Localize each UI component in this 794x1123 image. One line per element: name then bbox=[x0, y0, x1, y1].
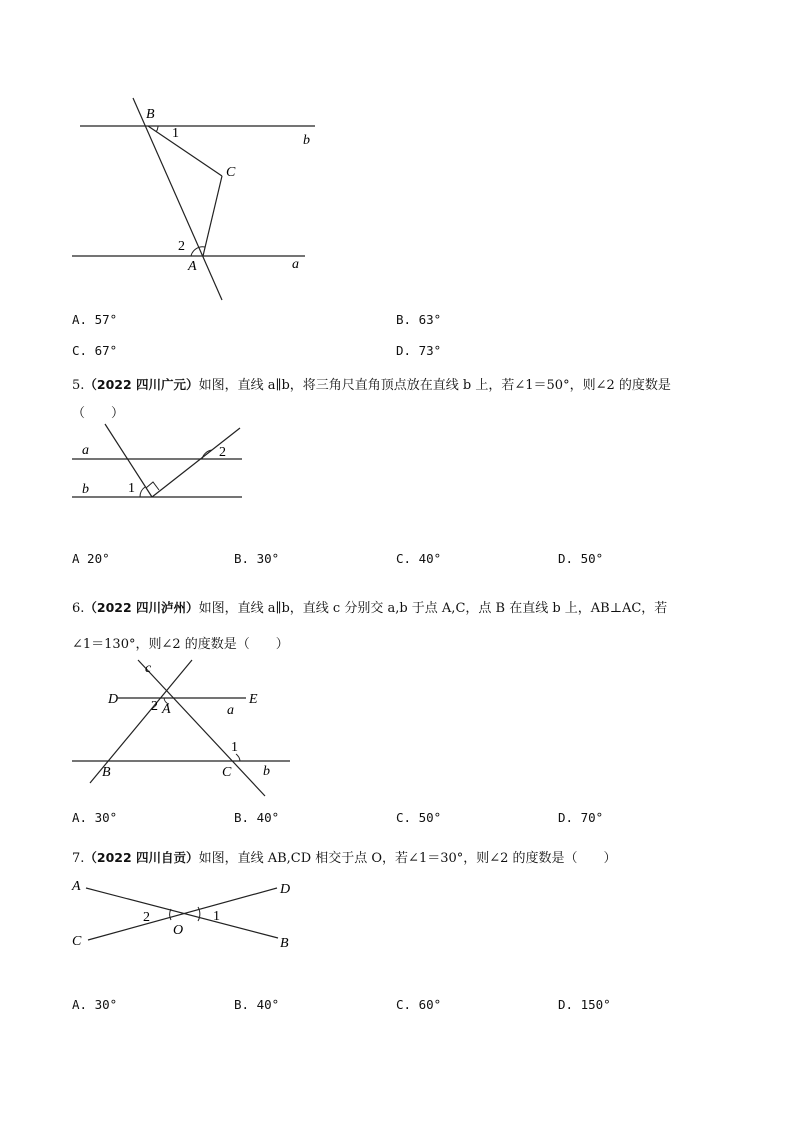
q4-label-1: 1 bbox=[172, 126, 179, 141]
q4-label-C: C bbox=[226, 165, 236, 180]
q7-option-d[interactable]: D. 150° bbox=[558, 997, 611, 1012]
q6-number: 6. bbox=[72, 601, 85, 616]
q6-label-E: E bbox=[249, 692, 258, 707]
q6-label-B: B bbox=[102, 765, 111, 780]
q5-number: 5. bbox=[72, 378, 85, 393]
q6-option-c[interactable]: C. 50° bbox=[396, 810, 442, 825]
q6-angle-1-arc bbox=[236, 754, 240, 761]
q7-source: （2022 四川自贡） bbox=[84, 850, 199, 865]
q5-text: 如图，直线 a∥b，将三角尺直角顶点放在直线 b 上，若∠1＝50°，则∠2 的度数是 bbox=[198, 378, 671, 393]
q6-label-A: A bbox=[162, 702, 171, 717]
q5-label-1: 1 bbox=[128, 481, 135, 496]
q7-option-c[interactable]: C. 60° bbox=[396, 997, 442, 1012]
q6-option-b[interactable]: B. 40° bbox=[234, 810, 280, 825]
q6-label-b: b bbox=[263, 764, 270, 779]
q5-stem bbox=[72, 374, 671, 393]
q7-number: 7. bbox=[72, 851, 85, 866]
q4-label-a: a bbox=[292, 257, 299, 272]
q4-segment-ca bbox=[203, 176, 222, 256]
q6-label-a: a bbox=[227, 703, 234, 718]
q7-label-C: C bbox=[72, 934, 82, 949]
q7-stem bbox=[72, 847, 617, 866]
q4-option-c[interactable]: C. 67° bbox=[72, 343, 118, 358]
q4-option-d[interactable]: D. 73° bbox=[396, 343, 442, 358]
q6-text-1: 如图，直线 a∥b，直线 c 分别交 a,b 于点 A,C，点 B 在直线 b 上，AB⊥AC，若 bbox=[198, 601, 668, 616]
q5-option-b[interactable]: B. 30° bbox=[234, 551, 280, 566]
q7-label-1: 1 bbox=[213, 909, 220, 924]
q6-option-a[interactable]: A. 30° bbox=[72, 810, 118, 825]
q6-label-C: C bbox=[222, 765, 232, 780]
q4-label-2: 2 bbox=[178, 239, 185, 254]
q6-label-D: D bbox=[108, 692, 119, 707]
q5-label-a: a bbox=[82, 443, 89, 458]
q5-figure bbox=[60, 420, 260, 510]
q7-label-B: B bbox=[280, 936, 289, 951]
q6-source: （2022 四川泸州） bbox=[84, 600, 199, 615]
q4-label-b: b bbox=[303, 133, 310, 148]
q6-line-c bbox=[138, 660, 265, 796]
q4-option-a[interactable]: A. 57° bbox=[72, 312, 118, 327]
q7-label-O: O bbox=[173, 923, 184, 938]
q7-option-a[interactable]: A. 30° bbox=[72, 997, 118, 1012]
q7-label-2: 2 bbox=[143, 910, 150, 925]
q5-angle-1-arc bbox=[140, 487, 145, 497]
q4-option-b[interactable]: B. 63° bbox=[396, 312, 442, 327]
q6-stem-line2: ∠1＝130°，则∠2 的度数是（ ） bbox=[72, 637, 289, 652]
q4-figure bbox=[60, 90, 330, 310]
q7-text: 如图，直线 AB,CD 相交于点 O，若∠1＝30°，则∠2 的度数是（ ） bbox=[198, 851, 617, 866]
q6-figure bbox=[60, 658, 300, 800]
q4-angle-1-arc bbox=[156, 126, 158, 132]
q7-angle-2-arc bbox=[170, 909, 171, 920]
q5-ruler-right bbox=[152, 428, 240, 497]
q4-segment-bc bbox=[148, 126, 222, 176]
q5-option-d[interactable]: D. 50° bbox=[558, 551, 604, 566]
q7-label-A: A bbox=[72, 879, 81, 894]
q7-figure bbox=[60, 872, 310, 958]
q6-label-c: c bbox=[145, 661, 152, 676]
q5-label-2: 2 bbox=[219, 445, 226, 460]
q5-right-angle-mark bbox=[146, 482, 159, 490]
q5-option-a[interactable]: A 20° bbox=[72, 551, 110, 566]
q5-source: （2022 四川广元） bbox=[84, 377, 199, 392]
q5-option-c[interactable]: C. 40° bbox=[396, 551, 442, 566]
q4-label-A: A bbox=[188, 259, 197, 274]
q7-label-D: D bbox=[280, 882, 291, 897]
q5-paren: （ ） bbox=[72, 406, 125, 421]
q6-stem-line1 bbox=[72, 597, 667, 616]
q5-label-b: b bbox=[82, 482, 89, 497]
q6-option-d[interactable]: D. 70° bbox=[558, 810, 604, 825]
q4-label-B: B bbox=[146, 107, 155, 122]
q7-option-b[interactable]: B. 40° bbox=[234, 997, 280, 1012]
q6-label-2: 2 bbox=[151, 699, 158, 714]
q6-label-1: 1 bbox=[231, 740, 238, 755]
